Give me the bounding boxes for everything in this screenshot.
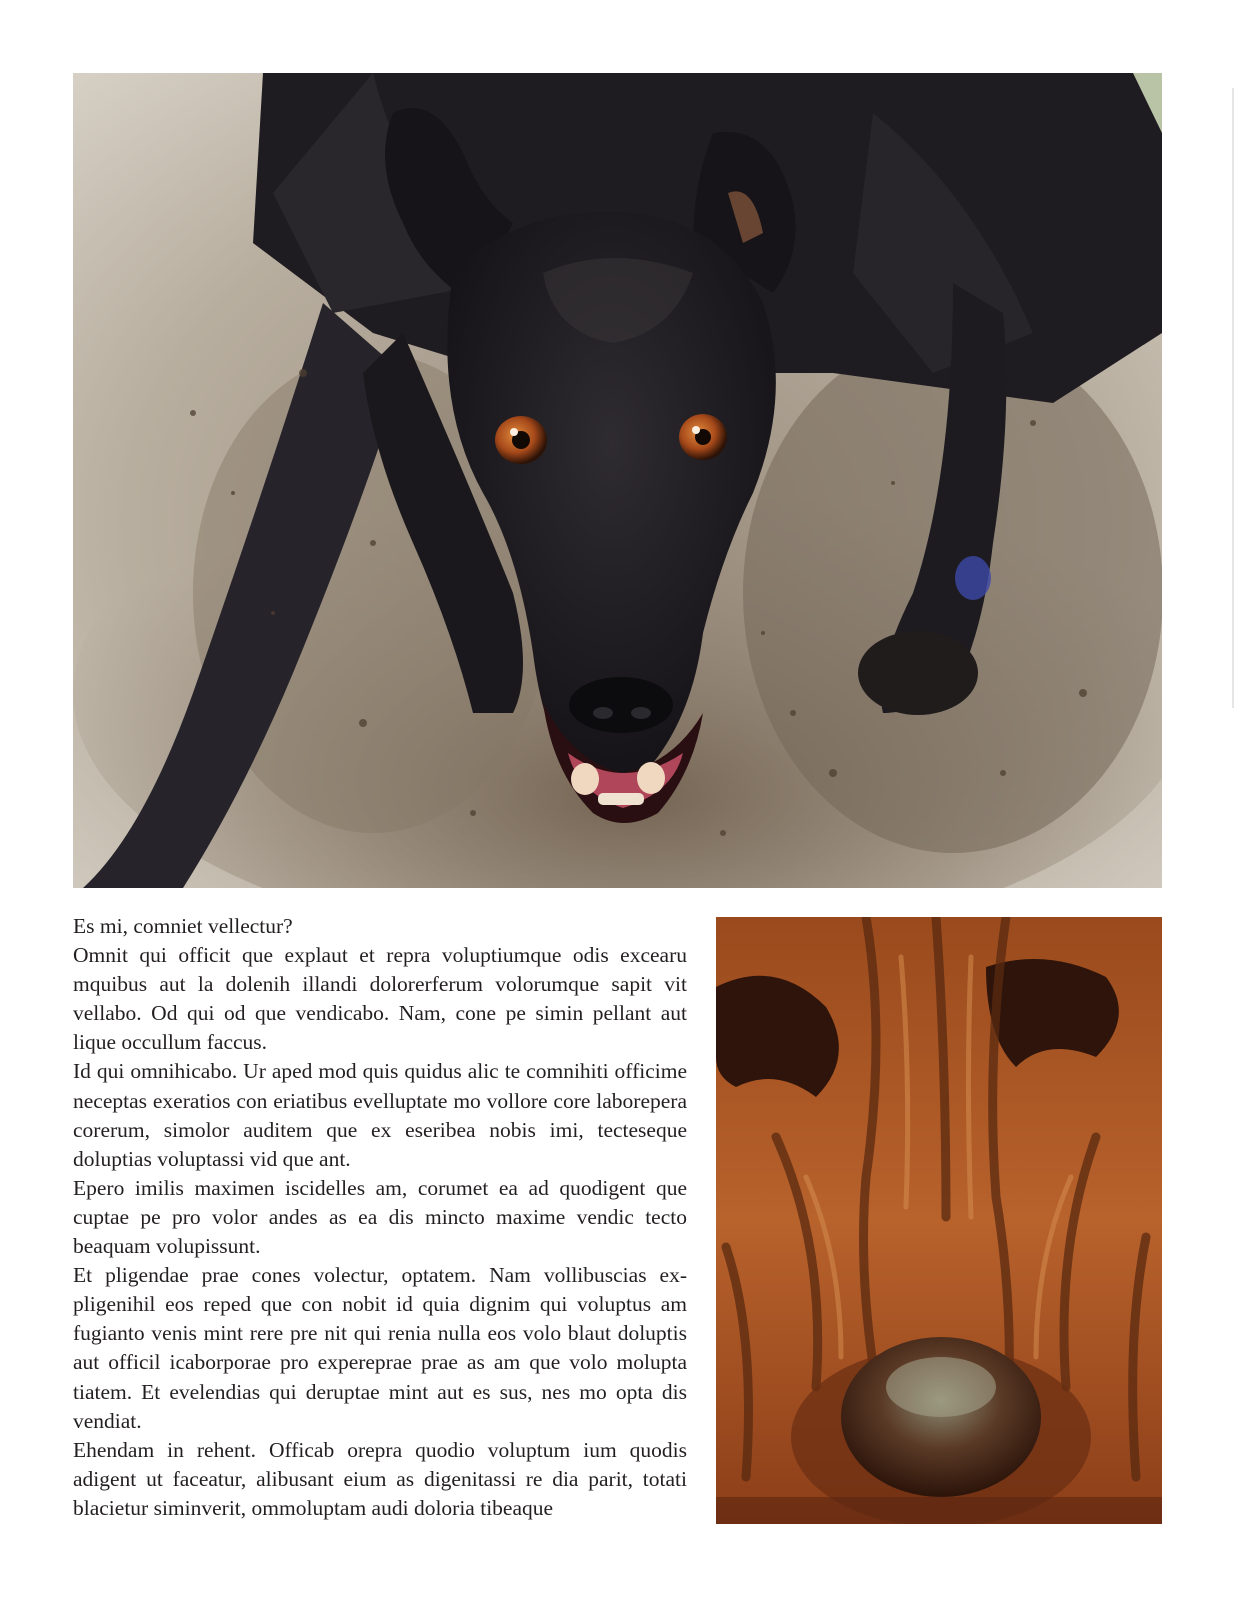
article-paragraph: Omnit qui officit que explaut et repra voluptiumque odis excearu mquibus aut la dolenih illandi dolorerferum volorumque sapit vit vellabo. Od qui od que vendicabo. Nam, cone pe simin pellant aut lique occullum faccus. <box>73 943 687 1055</box>
article-heading: Es mi, comniet vellectur? <box>73 914 293 938</box>
article-paragraph: Id qui omnihicabo. Ur aped mod quis quidus alic te comnihiti officime neceptas exeratios con eriatibus evelluptate mo vollore core laborepera corerum, simolor auditem que ex eseribea nobis imi, tecteseque doluptias voluptassi vid que ant. <box>73 1059 687 1171</box>
article-paragraph: Epero imilis maximen iscidelles am, corumet ea ad quodigent que cuptae pe pro volor andes as ea dis mincto maxime vendic tecto beaquam volupissunt. <box>73 1175 687 1259</box>
article-paragraph: Et pligendae prae cones volectur, optatem. Nam vollibuscias expligenihil eos reped que con nobit id quia dignim qui voluptus am fugianto venis mint rere pre nit qui renia nulla eos volo blaut doluptis aut officil icaborporae pro expereprae prae as am que volo molupta tiatem. Et evelendias qui deruptae mint aut es sus, nes mo opta dis vendiat. <box>73 1263 687 1433</box>
article-column <box>73 912 687 1532</box>
red-dog-photo <box>716 917 1162 1524</box>
page-edge-divider <box>1232 88 1234 708</box>
greyhound-running-icon <box>73 73 1162 888</box>
greyhound-photo <box>73 73 1162 888</box>
article-paragraph: Ehendam in rehent. Officab orepra quodio voluptum ium quodis adigent ut faceatur, alibusant eium as digenitassi re dia parit, totati blacietur siminverit, ommoluptam audi doloria tibeaque <box>73 1437 687 1520</box>
red-dog-face-icon <box>716 917 1162 1524</box>
